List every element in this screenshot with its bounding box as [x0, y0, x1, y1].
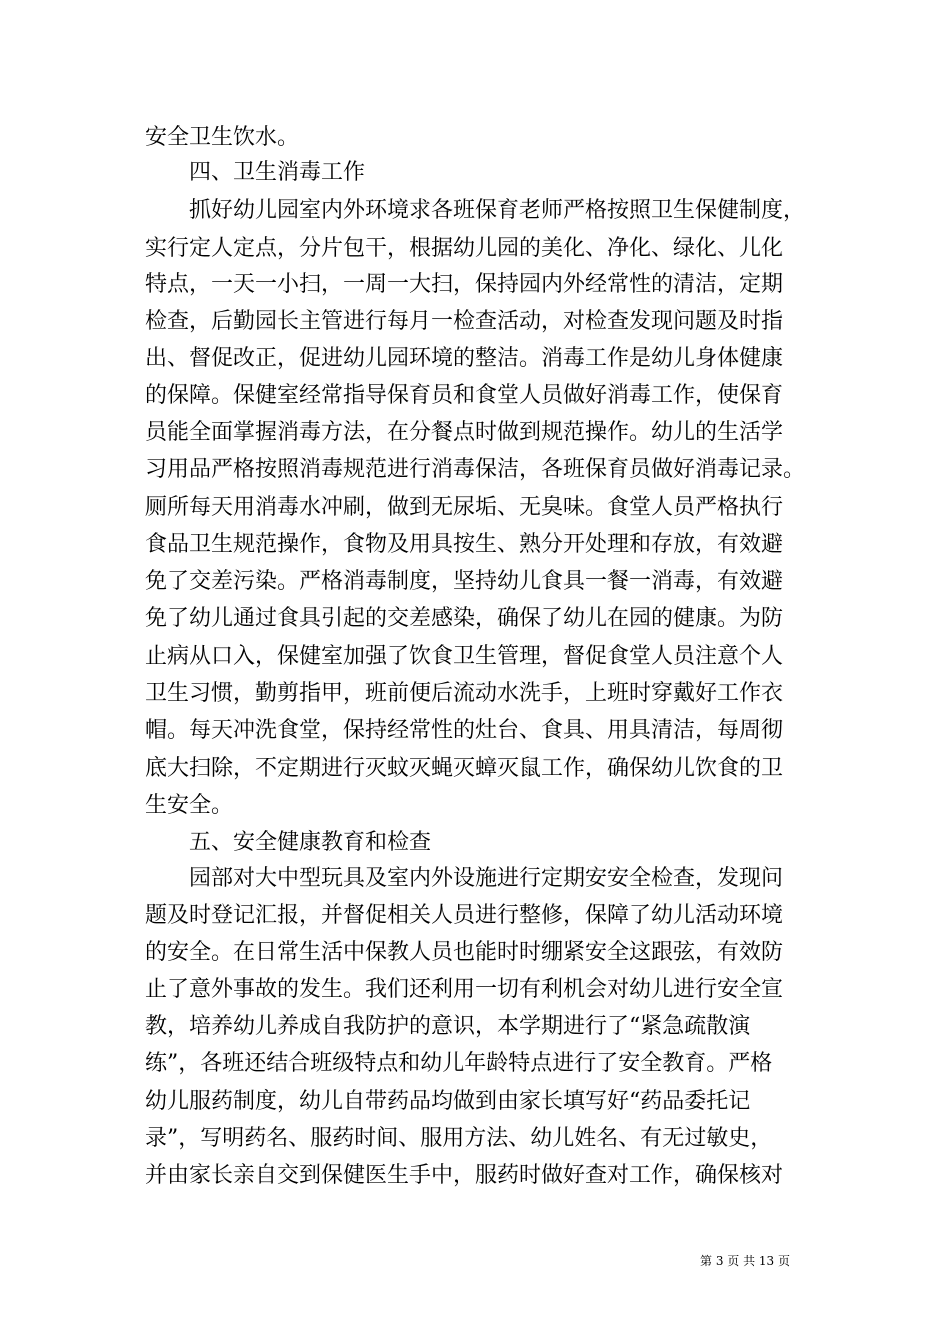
text-line: 题及时登记汇报，并督促相关人员进行整修，保障了幼儿活动环境 — [145, 903, 784, 928]
text-line: 帽。每天冲洗食堂，保持经常性的灶台、食具、用具清洁，每周彻 — [145, 718, 784, 743]
text-line: 幼儿服药制度，幼儿自带药品均做到由家长填写好“药品委托记 — [145, 1089, 751, 1114]
text-line: 录”，写明药名、服药时间、服用方法、幼儿姓名、有无过敏史， — [145, 1126, 773, 1151]
text-line: 特点，一天一小扫，一周一大扫，保持园内外经常性的清洁，定期 — [145, 272, 784, 297]
text-line: 员能全面掌握消毒方法，在分餐点时做到规范操作。幼儿的生活学 — [145, 420, 784, 445]
text-line: 的安全。在日常生活中保教人员也能时时绷紧安全这跟弦，有效防 — [145, 940, 784, 965]
text-line: 教，培养幼儿养成自我防护的意识，本学期进行了“紧急疏散演 — [145, 1014, 751, 1039]
text-line: 免了幼儿通过食具引起的交差感染，确保了幼儿在园的健康。为防 — [145, 606, 784, 631]
text-line: 底大扫除，不定期进行灭蚊灭蝇灭蟑灭鼠工作，确保幼儿饮食的卫 — [145, 756, 784, 781]
text-line: 卫生习惯，勤剪指甲，班前便后流动水洗手，上班时穿戴好工作衣 — [145, 681, 784, 706]
text-line: 出、督促改正，促进幼儿园环境的整洁。消毒工作是幼儿身体健康 — [145, 346, 784, 371]
text-line: 习用品严格按照消毒规范进行消毒保洁，各班保育员做好消毒记录。 — [145, 457, 806, 482]
text-line: 食品卫生规范操作，食物及用具按生、熟分开处理和存放，有效避 — [145, 532, 784, 557]
text-line: 检查，后勤园长主管进行每月一检查活动，对检查发现问题及时指 — [145, 309, 784, 334]
text-line: 实行定人定点，分片包干，根据幼儿园的美化、净化、绿化、儿化 — [145, 236, 784, 261]
text-line: 止了意外事故的发生。我们还利用一切有利机会对幼儿进行安全宣 — [145, 977, 784, 1002]
text-line: 练”，各班还结合班级特点和幼儿年龄特点进行了安全教育。严格 — [145, 1051, 773, 1076]
text-line: 生安全。 — [145, 793, 234, 818]
section-heading: 四、卫生消毒工作 — [189, 160, 366, 185]
text-line: 免了交差污染。严格消毒制度，坚持幼儿食具一餐一消毒，有效避 — [145, 569, 784, 594]
text-line: 并由家长亲自交到保健医生手中，服药时做好查对工作，确保核对 — [145, 1163, 784, 1188]
text-line: 止病从口入，保健室加强了饮食卫生管理，督促食堂人员注意个人 — [145, 644, 784, 669]
text-line: 园部对大中型玩具及室内外设施进行定期安安全检查，发现问 — [189, 866, 784, 891]
page-number-footer: 第 3 页 共 13 页 — [700, 1254, 790, 1268]
text-line: 厕所每天用消毒水冲刷，做到无尿垢、无臭味。食堂人员严格执行 — [145, 495, 784, 520]
section-heading: 五、安全健康教育和检查 — [189, 830, 432, 855]
text-line: 的保障。保健室经常指导保育员和食堂人员做好消毒工作，使保育 — [145, 383, 784, 408]
text-line: 抓好幼儿园室内外环境求各班保育老师严格按照卫生保健制度， — [189, 198, 806, 223]
text-line: 安全卫生饮水。 — [145, 125, 300, 150]
